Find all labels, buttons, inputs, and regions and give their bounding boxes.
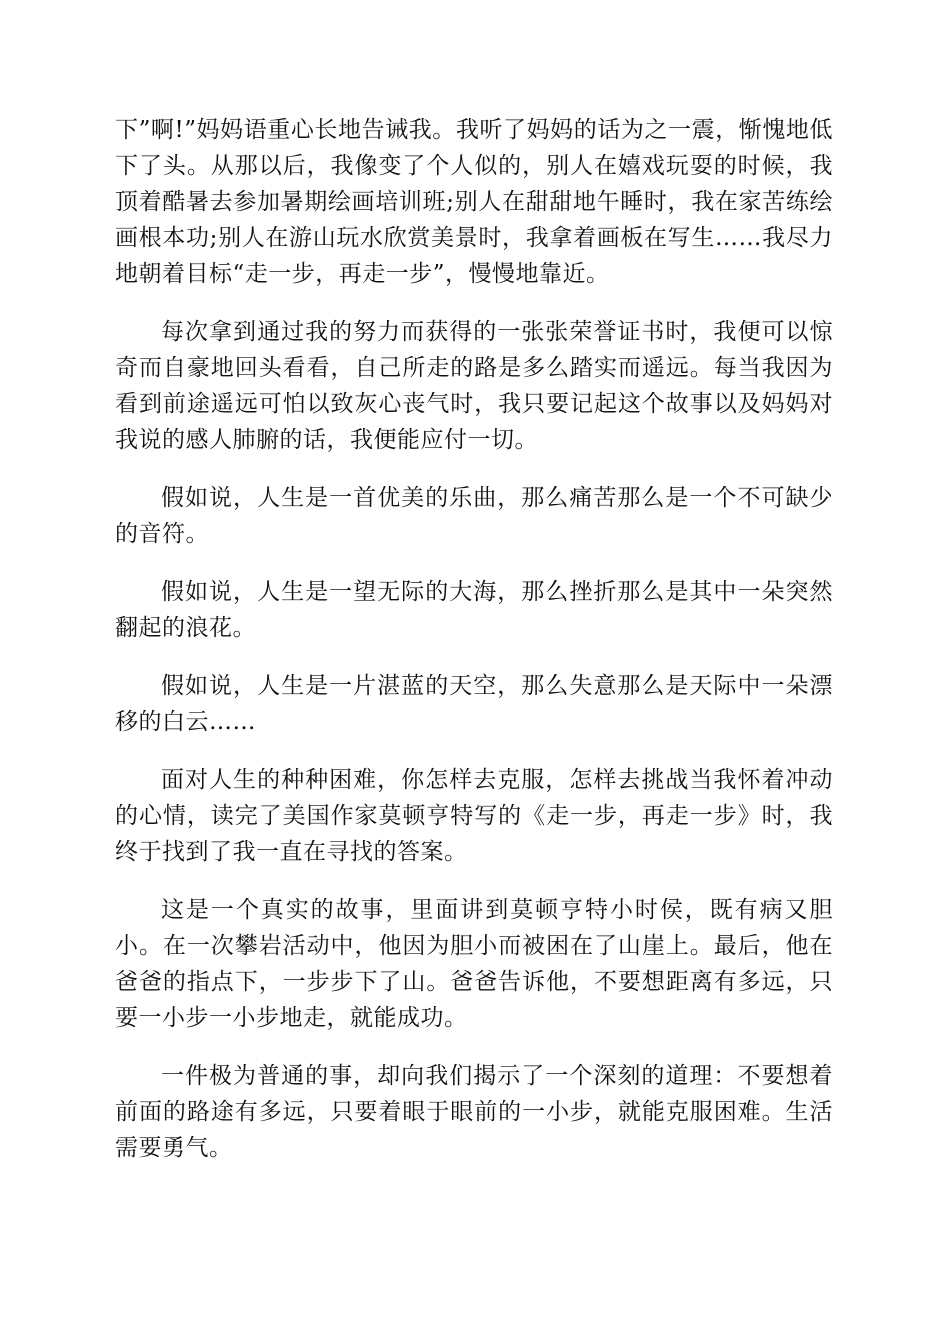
paragraph: 一件极为普通的事，却向我们揭示了一个深刻的道理：不要想着前面的路途有多远，只要着眼于眼前的一小步，就能克服困难。生活需要勇气。 <box>115 1063 833 1161</box>
document-body <box>115 112 833 1188</box>
paragraph: 假如说，人生是一望无际的大海，那么挫折那么是其中一朵突然翻起的浪花。 <box>115 579 833 641</box>
paragraph: 每次拿到通过我的努力而获得的一张张荣誉证书时，我便可以惊奇而自豪地回头看看，自己所走的路是多么踏实而遥远。每当我因为看到前途遥远可怕以致灰心丧气时，我只要记起这个故事以及妈妈对我说的感人肺腑的话，我便能应付一切。 <box>115 319 833 453</box>
paragraph: 假如说，人生是一首优美的乐曲，那么痛苦那么是一个不可缺少的音符。 <box>115 485 833 547</box>
paragraph: 这是一个真实的故事，里面讲到莫顿亨特小时侯，既有病又胆小。在一次攀岩活动中，他因为胆小而被困在了山崖上。最后，他在爸爸的指点下，一步步下了山。爸爸告诉他，不要想距离有多远，只要一小步一小步地走，就能成功。 <box>115 897 833 1031</box>
paragraph: 面对人生的种种困难，你怎样去克服，怎样去挑战当我怀着冲动的心情，读完了美国作家莫顿亨特写的《走一步，再走一步》时，我终于找到了我一直在寻找的答案。 <box>115 767 833 865</box>
paragraph-continuation: 下”啊!”妈妈语重心长地告诫我。我听了妈妈的话为之一震，惭愧地低下了头。从那以后，我像变了个人似的，别人在嬉戏玩耍的时候，我顶着酷暑去参加暑期绘画培训班;别人在甜甜地午睡时，我在家苦练绘画根本功;别人在游山玩水欣赏美景时，我拿着画板在写生……我尽力地朝着目标“走一步，再走一步”，慢慢地靠近。 <box>115 117 833 287</box>
paragraph: 假如说，人生是一片湛蓝的天空，那么失意那么是天际中一朵漂移的白云…… <box>115 673 833 735</box>
